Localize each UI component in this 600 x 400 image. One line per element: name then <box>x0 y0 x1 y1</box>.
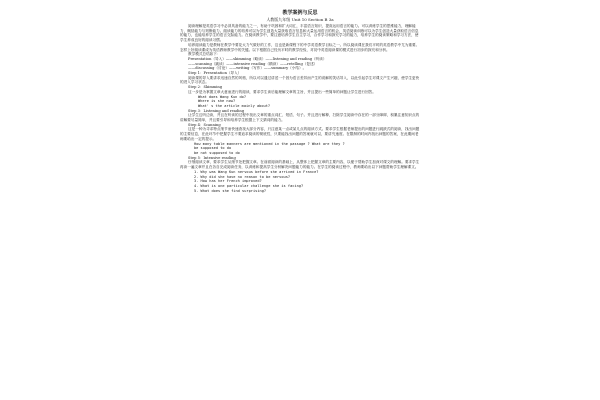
document-body <box>180 24 420 193</box>
question: be supposed to do <box>194 146 232 151</box>
question: 5. What does she find surprising? <box>194 188 267 193</box>
document-page <box>180 8 420 392</box>
step-heading: Step 5：Intensive reading <box>188 155 236 160</box>
paragraph: 教学模式总结如下： <box>188 52 221 57</box>
paragraph: 这是一种为寻求特点细节而快速查找大部分内容，只注意某一点或某几点的阅读方式。要求学生根据老师提出的问题进行跳跃式的阅读，找出问题的主要信息，在此环节中把握学生不要追求阅读的彻底性，只要能找出问题的答案就可以，要讲究速度。在限制的时间内找出问题的答案，在此期间老师要给出一定的提示。 <box>180 127 420 141</box>
document-subtitle: 人教版九年级 Unit 10 Section B 3a <box>266 17 334 22</box>
flow-line: Presentation（导入）——skimming（略读）——listening and reading（听读） <box>188 56 327 61</box>
flow-line: ——scanning（跳读）——intensive reading（精读）——retelling（复述） <box>188 61 318 66</box>
step-heading: Step 1：Presentation（导入） <box>188 71 242 76</box>
paragraph: 阅读理解是英语学习中必须具备的能力之一，有助于巩固和扩大词汇，丰富语言知识，提高运用语言的能力。可以训练学生的思维能力，理解能力，概括能力与判断能力。阅读能力的培养可以为学生创造大量获取语言信息和大量运用语言的机会，英语阅读训练可以为学生创造大量获取语言信息的能力，也能培养学生的语言交际能力。在阅读教学中，要注意培养学生自主学习，合作学习和探究学习的能力，培养学生的阅读策略和学习方法，使学生养成良好的阅读习惯。 <box>180 24 419 43</box>
paragraph: 这一步是为掌握文章大意而进行的阅读，要求学生读后能理解文章的主旨，并且提出一些简单的问题让学生进行回答。 <box>188 89 376 94</box>
question: 3. How has her French improved? <box>194 179 262 184</box>
paragraph: 仔细阅读文章，要求学生从细节处把握文章。在前面阅读的基础上，从整体上把握文章的主要内容，以便于帮助学生加深对课文的理解。要求学生再读一遍文章并且在各自完成阅读任务，以训练和提高学生分析解决问题能力的能力。在学生的阅读过程中，教师要给出以下问题帮助学生理解课文。 <box>180 160 420 170</box>
question: Where is she now? <box>198 99 236 104</box>
document-title: 教学案例与反思 <box>282 10 318 16</box>
flow-line: ——discussing（讨论）——writing（写作）——summary（小结）。 <box>188 66 307 71</box>
paragraph: 阅读课的导入要讲求迅速自然的风格，所以可以通过讲述一个因为语言差异而产生的误解的笑话导入，以此引起学生对课文产生兴趣，使学生更快的进入学习状态。 <box>180 75 420 85</box>
question: What does Wang Kun do? <box>198 94 247 99</box>
paragraph: 让学生边听边读，并且在听读的过程中找出文章的重点词汇、短语、句子。并且进行解释，扫除学生阅读中存在的一部分障碍，积累注意知识点的讲解要尽量简单，并且要引导和培养学生根据上下文猜词的能力。 <box>180 113 420 123</box>
question: 2. Why did she have no reason to be nervous? <box>194 174 291 179</box>
question: How many table manners are mentioned in the passage ? What are they ? <box>194 141 345 146</box>
step-heading: Step 3：Listening and reading <box>188 108 245 113</box>
step-heading: Step 2：Skimming <box>188 85 223 90</box>
paragraph: 培养阅读能力是教师在教学中要花大力气做好的工作，这也是新课程下的中学英语教学目标之一。所以阅读课在我们平时的英语教学中尤为重要。怎样上好阅读课成为英语教师教学中的关键。以下根据自己经历平时的教学经验，对初中英语阅读课的模式进行初步的探究和分析。 <box>180 42 420 52</box>
question: be not supposed to do <box>194 150 240 155</box>
question: 1. Why was Wang Kun nervous before she arrived in France? <box>194 169 319 174</box>
step-heading: Step 4：Scanning <box>188 122 221 127</box>
question: What' s the article mainly about? <box>198 103 271 108</box>
question: 4. What is one particular challenge she is facing? <box>194 183 304 188</box>
